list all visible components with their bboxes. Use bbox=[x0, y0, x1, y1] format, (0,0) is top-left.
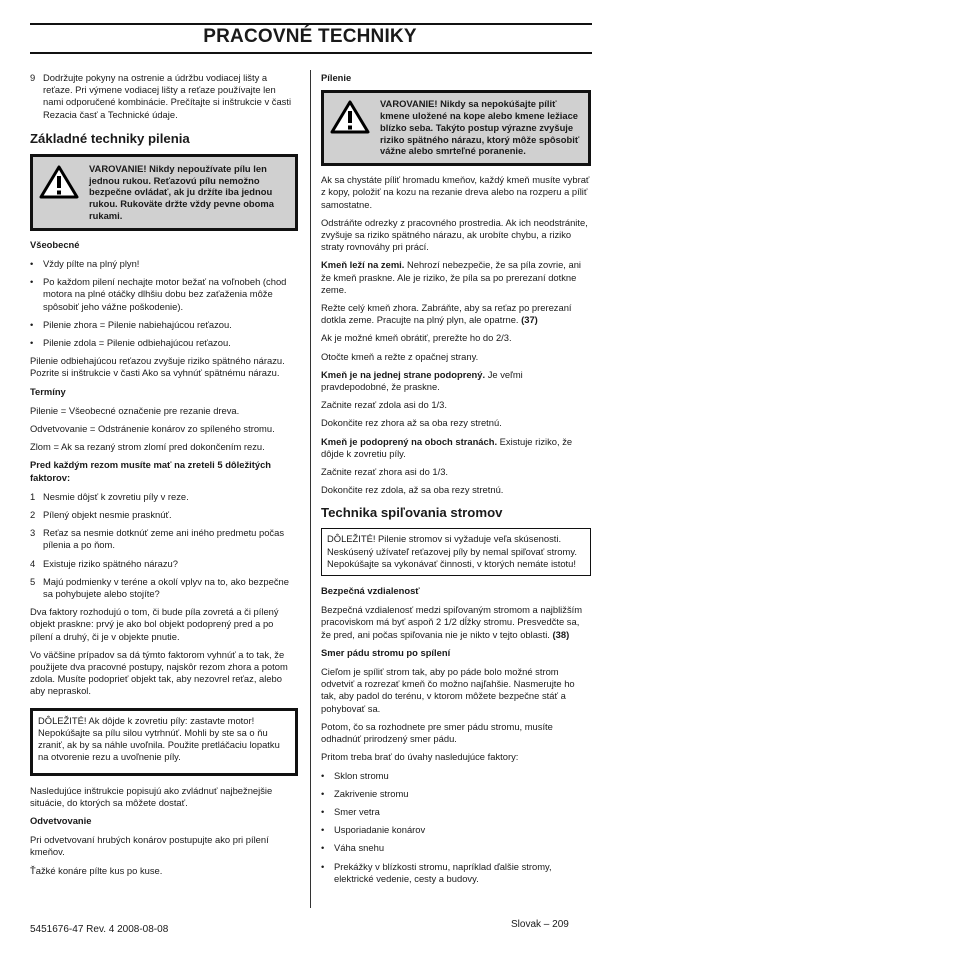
list-item-text: Vždy pílte na plný plyn! bbox=[43, 258, 140, 269]
paragraph bbox=[321, 436, 591, 460]
inline-heading: Kmeň je podoprený na oboch stranách. bbox=[321, 435, 498, 447]
list-item bbox=[321, 770, 591, 782]
paragraph: Nasledujúce inštrukcie popisujú ako zvládnuť najbežnejšie situácie, do ktorých sa môžete dostať. bbox=[30, 784, 273, 808]
bullet: • bbox=[321, 769, 325, 781]
list-item bbox=[30, 319, 298, 331]
numbered-item bbox=[30, 491, 298, 503]
list-item-text: Pilenie zdola = Pilenie odbiehajúcou reťazou. bbox=[43, 337, 231, 349]
list-item-text: Po každom pilení nechajte motor bežať na voľnobeh (chod motora na plné otáčky dlhšiu dobu bez zaťaženia môže spôsobiť jeho vážne poškodenie). bbox=[43, 276, 287, 312]
important-box: DÔLEŽITÉ! Ak dôjde k zovretiu píly: zastavte motor! Nepokúšajte sa pílu silou vytrhnúť. Mohli by ste sa o ňu zraniť, ak by sa náhle uvoľnila. Použite pretláčaciu lopatku na otvorenie rezu a uvoľnenie píly. bbox=[30, 708, 298, 776]
numbered-item bbox=[30, 72, 298, 121]
figure-ref: (38) bbox=[552, 628, 570, 640]
paragraph: Potom, čo sa rozhodnete pre smer pádu stromu, musíte odhadnúť prirodzený smer pádu. bbox=[321, 720, 553, 745]
subheading-limbing: Odvetvovanie bbox=[30, 814, 92, 826]
inline-heading: Kmeň je na jednej strane podoprený. bbox=[321, 368, 486, 380]
title-underline bbox=[30, 52, 592, 54]
warning-triangle-icon bbox=[330, 98, 380, 157]
paragraph: Zlom = Ak sa rezaný strom zlomí pred dokončením rezu. bbox=[30, 441, 265, 453]
paragraph: Pri odvetvovaní hrubých konárov postupujte ako pri pílení kmeňov. bbox=[30, 834, 269, 858]
figure-ref: (37) bbox=[521, 314, 538, 326]
item-text: Majú podmienky v teréne a okolí vplyv na to, ako bezpečne sa pohybujete alebo stojíte? bbox=[43, 575, 289, 600]
bullet: • bbox=[321, 805, 325, 817]
bullet: • bbox=[321, 842, 325, 854]
warning-triangle-icon bbox=[39, 163, 89, 222]
list-item bbox=[321, 806, 591, 818]
paragraph: Dokončite rez zhora až sa oba rezy stretnú. bbox=[321, 417, 502, 429]
list-item-text: Usporiadanie konárov bbox=[334, 824, 426, 836]
factor-list bbox=[321, 770, 591, 885]
numbered-item bbox=[30, 576, 298, 600]
subheading-terms: Termíny bbox=[30, 385, 66, 397]
subheading-general: Všeobecné bbox=[30, 238, 80, 250]
bullet: • bbox=[30, 318, 34, 330]
list-item bbox=[30, 276, 298, 313]
item-number: 2 bbox=[30, 509, 36, 521]
item-text: Pílený objekt nesmie prasknúť. bbox=[43, 509, 172, 521]
paragraph: Dva faktory rozhodujú o tom, či bude píla zovretá a či pílený objekt praskne: prvý je ako bol objekt podoprený pred a po pílení a druhý, či je v objekte pnutie. bbox=[30, 606, 279, 642]
paragraph: Odstráňte odrezky z pracovného prostredia. Ak ich neodstránite, zvyšuje sa riziko spätného nárazu, ak urobíte chybu, a riziko straty rovnováhy pri prácí. bbox=[321, 216, 588, 253]
numbered-item bbox=[30, 509, 298, 521]
bullet: • bbox=[321, 787, 325, 799]
section-heading-basic: Základné techniky pilenia bbox=[30, 130, 190, 146]
left-column bbox=[30, 72, 298, 883]
item-number: 3 bbox=[30, 527, 36, 539]
column-divider bbox=[310, 70, 311, 908]
subheading-cutting: Pílenie bbox=[321, 72, 352, 83]
numbered-item bbox=[30, 527, 298, 551]
general-list bbox=[30, 258, 298, 349]
subheading-safe-distance: Bezpečná vzdialenosť bbox=[321, 585, 420, 597]
paragraph-text: Režte celý kmeň zhora. Zabráňte, aby sa reťaz po prerezaní dotkla zeme. Pracujte na plný plyn, ale opatrne. bbox=[321, 302, 572, 326]
paragraph bbox=[321, 604, 591, 641]
item-number: 5 bbox=[30, 575, 36, 587]
paragraph: Pilenie odbiehajúcou reťazou zvyšuje riziko spätného nárazu. Pozrite si inštrukcie v časti Ako sa vyhnúť spätnému nárazu. bbox=[30, 355, 285, 379]
paragraph: Ak sa chystáte píliť hromadu kmeňov, každý kmeň musíte vybrať z kopy, položiť na kozu na rezanie dreva alebo na rozperu a píliť samostatne. bbox=[321, 174, 590, 210]
paragraph: Cieľom je spíliť strom tak, aby po páde bolo možné strom odvetviť a rozrezať kmeň čo možno najľahšie. Nasmerujte ho tak, aby padol do terénu, v ktorom môžete bezpečne stáť a pohybovať sa. bbox=[321, 666, 575, 714]
paragraph: Vo väčšine prípadov sa dá týmto faktorom vyhnúť a to tak, že použijete dva pracovné postupy, najskôr rezom zhora a potom zdola. Musíte podoprieť objekt tak, aby nezovrel reťaz, alebo aby nepraskol. bbox=[30, 648, 288, 697]
bullet: • bbox=[30, 337, 34, 349]
subheading-fall-direction: Smer pádu stromu po spílení bbox=[321, 646, 451, 658]
item-text: Dodržujte pokyny na ostrenie a údržbu vodiacej lišty a reťaze. Pri výmene vodiacej lišty a reťaze používajte len nami odporučené kombinácie. Prečítajte si inštrukcie v časti Rezacia časť a Technické údaje. bbox=[43, 72, 292, 120]
paragraph-text: Je veľmi pravdepodobné, že praskne. bbox=[321, 368, 523, 393]
bullet: • bbox=[321, 860, 325, 872]
list-item bbox=[321, 824, 591, 836]
list-item bbox=[321, 788, 591, 800]
warning-box bbox=[30, 154, 298, 231]
paragraph: Ak je možné kmeň obrátiť, prerežte ho do 2/3. bbox=[321, 332, 512, 344]
item-number: 9 bbox=[30, 72, 36, 83]
list-item-text: Váha snehu bbox=[334, 842, 385, 854]
item-text: Nesmie dôjsť k zovretiu píly v reze. bbox=[43, 490, 189, 502]
list-item-text: Smer vetra bbox=[334, 805, 380, 817]
paragraph bbox=[321, 369, 591, 393]
list-item bbox=[321, 842, 591, 854]
important-box: DÔLEŽITÉ! Pilenie stromov si vyžaduje veľa skúsenosti. Neskúsený užívateľ reťazovej píly by nemal spiľovať stromy. Nepokúšajte sa vykonávať činnosti, v ktorých nemáte istotu! bbox=[321, 528, 591, 576]
list-item-text: Sklon stromu bbox=[334, 769, 389, 781]
list-item bbox=[30, 258, 298, 270]
paragraph: Odvetvovanie = Odstránenie konárov zo spíleného stromu. bbox=[30, 423, 275, 435]
bullet: • bbox=[30, 276, 34, 288]
top-rule bbox=[30, 23, 592, 25]
paragraph-text: Nehrozí nebezpečie, že sa píla zovrie, ani že kmeň praskne. Ale je riziko, že píla sa po prerezaní dotkne zeme. bbox=[321, 259, 582, 295]
paragraph-text: Existuje riziko, že dôjde k zovretiu píly. bbox=[321, 435, 573, 459]
paragraph: Dokončite rez zdola, až sa oba rezy stretnú. bbox=[321, 484, 504, 496]
bullet: • bbox=[321, 824, 325, 836]
subheading-factors: Pred každým rezom musíte mať na zreteli 5 dôležitých faktorov: bbox=[30, 459, 272, 483]
item-number: 1 bbox=[30, 490, 36, 502]
footer-doc-id: 5451676-47 Rev. 4 2008-08-08 bbox=[30, 924, 169, 935]
paragraph: Pritom treba brať do úvahy nasledujúce faktory: bbox=[321, 751, 519, 763]
paragraph bbox=[321, 259, 591, 296]
list-item-text: Prekážky v blízkosti stromu, napríklad ďalšie stromy, elektrické vedenie, cesty a budovy. bbox=[334, 860, 552, 884]
inline-heading: Kmeň leží na zemi. bbox=[321, 259, 405, 271]
item-number: 4 bbox=[30, 557, 36, 569]
paragraph: Začnite rezať zdola asi do 1/3. bbox=[321, 399, 447, 411]
right-column bbox=[321, 72, 591, 891]
list-item-text: Pilenie zhora = Pilenie nabiehajúcou reťazou. bbox=[43, 318, 232, 330]
bullet: • bbox=[30, 258, 34, 269]
warning-text: VAROVANIE! Nikdy sa nepokúšajte píliť kmene uložené na kope alebo kmene ležiace blízko seba. Takýto postup výrazne zvyšuje riziko spätného nárazu, ktorý môže spôsobiť vážne alebo smrteľné poranenie. bbox=[380, 98, 580, 157]
footer-page-number: Slovak – 209 bbox=[511, 919, 569, 930]
list-item bbox=[30, 337, 298, 349]
item-text: Existuje riziko spätného nárazu? bbox=[43, 557, 178, 569]
paragraph bbox=[321, 302, 591, 326]
item-text: Reťaz sa nesmie dotknúť zeme ani iného predmetu počas pílenia a po ňom. bbox=[43, 527, 285, 551]
page-title: PRACOVNÉ TECHNIKY bbox=[203, 26, 417, 47]
paragraph: Začnite rezať zhora asi do 1/3. bbox=[321, 466, 449, 478]
paragraph: Ťažké konáre pílte kus po kuse. bbox=[30, 864, 163, 876]
warning-box bbox=[321, 90, 591, 166]
list-item-text: Zakrivenie stromu bbox=[334, 787, 409, 799]
warning-text: VAROVANIE! Nikdy nepoužívate pílu len jednou rukou. Reťazovú pílu nemožno bezpečne ovládať, ak ju držíte iba jednou rukou. Rukoväte držte vždy pevne oboma rukami. bbox=[89, 162, 274, 221]
numbered-item bbox=[30, 558, 298, 570]
paragraph: Pilenie = Všeobecné označenie pre rezanie dreva. bbox=[30, 404, 240, 416]
paragraph: Otočte kmeň a režte z opačnej strany. bbox=[321, 350, 479, 362]
section-heading-felling: Technika spiľovania stromov bbox=[321, 505, 503, 521]
list-item bbox=[321, 861, 591, 885]
paragraph-text: Bezpečná vzdialenosť medzi spiľovaným stromom a najbližším pracoviskom má byť aspoň 2 1/2 dĺžky stromu. Presvedčte sa, že pred, ani počas spiľovania nie je nikto v tejto oblasti. bbox=[321, 604, 583, 640]
